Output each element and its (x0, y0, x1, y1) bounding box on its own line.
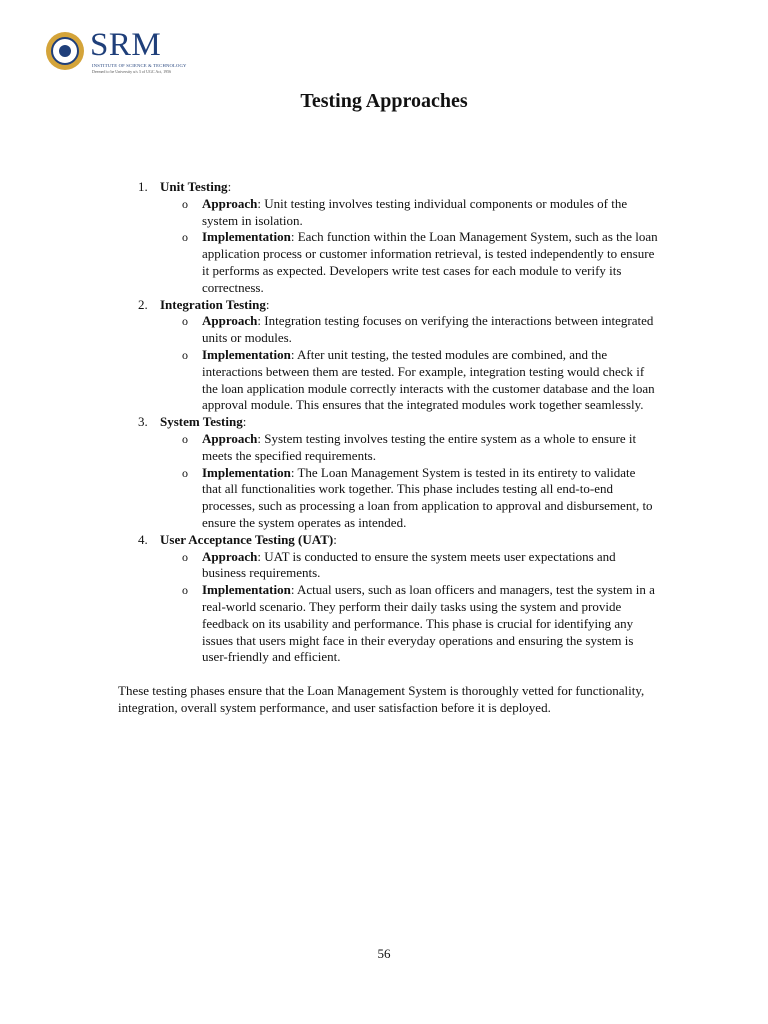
list-item (118, 179, 658, 297)
section-number: 2. (138, 296, 148, 312)
section-heading: User Acceptance Testing (UAT): (160, 531, 337, 547)
list-item (118, 414, 658, 532)
page-title: Testing Approaches (300, 90, 468, 112)
list-item (160, 313, 658, 347)
bullet-marker: o (182, 314, 188, 329)
testing-phases-list (118, 179, 658, 666)
section-heading: System Testing: (160, 414, 247, 430)
list-item (118, 297, 658, 415)
bullet-text: : UAT is conducted to ensure the system meets user expectations and business requirements. (202, 548, 616, 581)
list-item (160, 465, 658, 532)
bullet-marker: o (182, 583, 188, 598)
bullet-text: : Integration testing focuses on verifying the interactions between integrated units or modules. (202, 313, 654, 346)
section-heading: Integration Testing: (160, 296, 270, 312)
bullet-term: Implementation (202, 582, 291, 598)
list-item (160, 549, 658, 583)
bullet-list (160, 431, 658, 532)
logo-text: SRM (90, 27, 162, 63)
document-body (118, 179, 658, 730)
list-item (160, 582, 658, 666)
closing-paragraph: These testing phases ensure that the Loan Management System is thoroughly vetted for functionality, integration, overall system performance, and user satisfaction before it is deployed. (118, 683, 645, 715)
bullet-term: Approach (202, 313, 258, 329)
bullet-text: : Unit testing involves testing individual components or modules of the system in isolation. (202, 195, 628, 228)
list-item (160, 431, 658, 465)
bullet-marker: o (182, 549, 188, 564)
logo-tagline: Deemed to be University u/s 3 of UGC Act, 1956 (92, 69, 172, 74)
list-item (118, 532, 658, 666)
bullet-marker: o (182, 196, 188, 211)
bullet-list (160, 313, 658, 414)
bullet-text: : Actual users, such as loan officers and managers, test the system in a real-world scenario. They perform their daily tasks using the system and provide feedback on its usability and performance. This phase is crucial for identifying any issues that users might face in their everyday operations and ensuring the system is user-friendly and efficient. (202, 582, 655, 665)
logo-subtitle: INSTITUTE OF SCIENCE & TECHNOLOGY (92, 63, 187, 68)
bullet-list (160, 196, 658, 297)
bullet-term: Approach (202, 430, 258, 446)
section-number: 4. (138, 531, 148, 547)
page-number: 56 (377, 946, 391, 961)
bullet-term: Approach (202, 195, 258, 211)
bullet-list (160, 549, 658, 667)
section-number: 3. (138, 414, 148, 430)
list-item (160, 347, 658, 414)
bullet-marker: o (182, 431, 188, 446)
section-heading: Unit Testing: (160, 179, 232, 194)
bullet-term: Implementation (202, 346, 291, 362)
list-item (160, 229, 658, 296)
bullet-term: Implementation (202, 229, 291, 245)
list-item (160, 196, 658, 230)
bullet-term: Approach (202, 548, 258, 564)
section-number: 1. (138, 179, 148, 194)
bullet-marker: o (182, 230, 188, 245)
bullet-text: : The Loan Management System is tested in its entirety to validate that all functionalities work together. This phase includes testing all end-to-end processes, such as processing a loan from application to approval and disbursement, to ensure the system operates as intended. (202, 464, 653, 530)
srm-seal-icon (46, 32, 84, 70)
bullet-marker: o (182, 347, 188, 362)
bullet-text: : System testing involves testing the entire system as a whole to ensure it meets the specified requirements. (202, 430, 637, 463)
bullet-text: : Each function within the Loan Management System, such as the loan application process or customer information retrieval, is tested independently to ensure it performs as expected. Developers write test cases for each module to verify its correctness. (202, 229, 658, 295)
bullet-text: : After unit testing, the tested modules are combined, and the interactions between them are tested. For example, integration testing would check if the loan application module correctly interacts with the customer database and the loan approval module. This ensures that the integrated modules work together seamlessly. (202, 346, 655, 413)
srm-logo (46, 27, 187, 76)
bullet-term: Implementation (202, 464, 291, 480)
bullet-marker: o (182, 465, 188, 480)
